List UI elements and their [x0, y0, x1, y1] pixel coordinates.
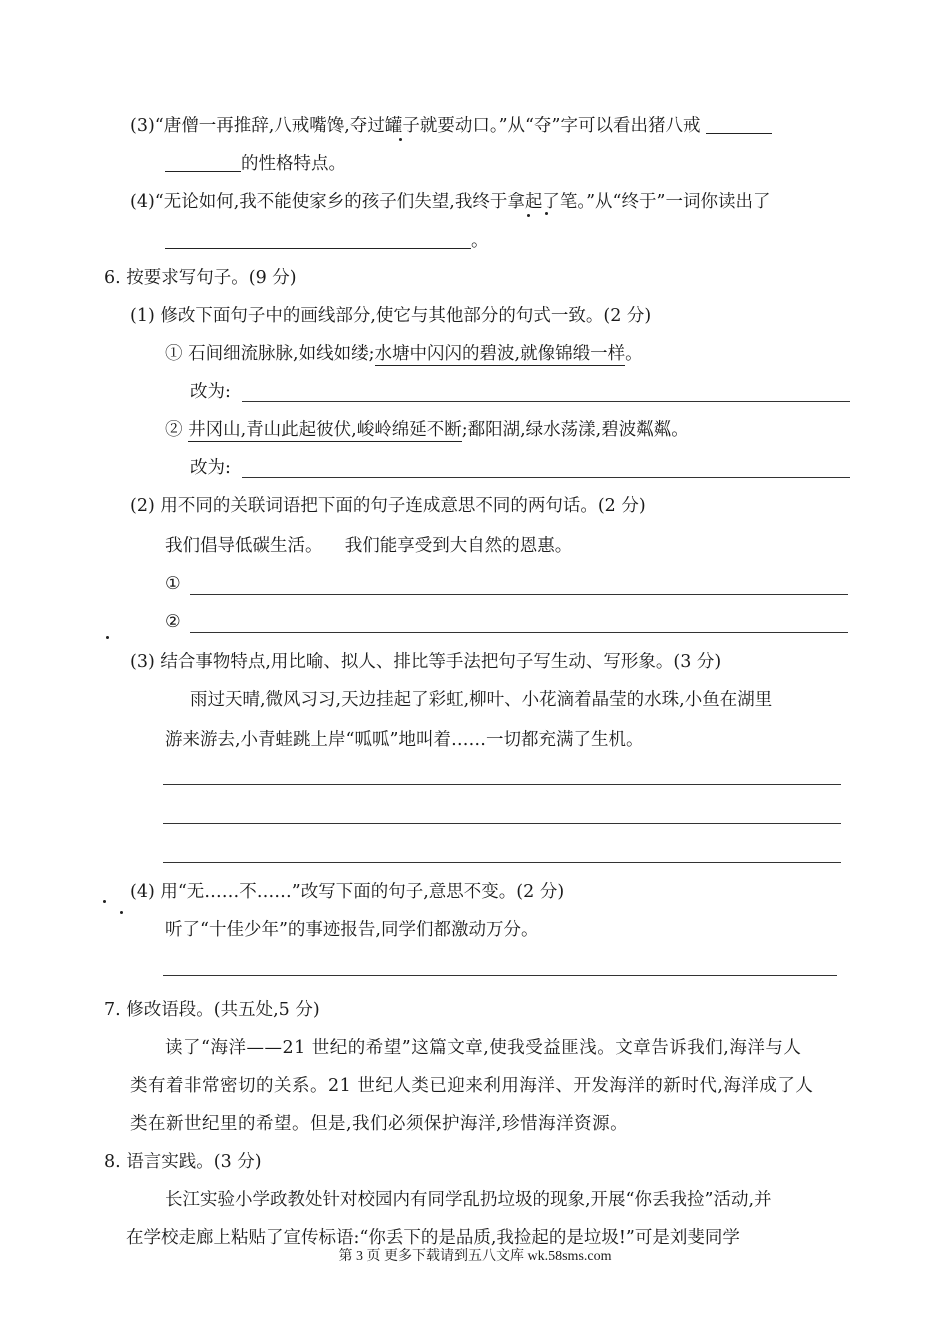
- answer-line[interactable]: [242, 401, 850, 402]
- answer-label-1: ①: [165, 574, 181, 594]
- q7-passage-line2: 类有着非常密切的关系。21 世纪人类已迎来利用海洋、开发海洋的新时代,海洋成了人: [130, 1076, 814, 1096]
- answer-line[interactable]: [163, 975, 837, 976]
- change-label: 改为:: [190, 382, 231, 402]
- q5-item3-line1: (3)“唐僧一再推辞,八戒嘴馋,夺过罐子就要动口。”从“夺”字可以看出猪八戒: [130, 114, 772, 138]
- emphasis-dot: [545, 212, 548, 215]
- q8-heading: 8. 语言实践。(3 分): [104, 1152, 262, 1172]
- q7-passage-line3: 类在新世纪里的希望。但是,我们必须保护海洋,珍惜海洋资源。: [130, 1114, 629, 1134]
- q6-part3-label: (3) 结合事物特点,用比喻、拟人、排比等手法把句子写生动、写形象。(3 分): [130, 652, 722, 672]
- answer-line[interactable]: [242, 477, 850, 478]
- answer-blank[interactable]: [165, 248, 471, 249]
- q7-passage-line1: 读了“海洋——21 世纪的希望”这篇文章,使我受益匪浅。文章告诉我们,海洋与人: [165, 1038, 802, 1058]
- change-label: 改为:: [190, 458, 231, 478]
- q6-part4-label: (4) 用“无……不……”改写下面的句子,意思不变。(2 分): [130, 882, 565, 902]
- scan-speck: [106, 636, 109, 639]
- answer-label-2: ②: [165, 612, 181, 632]
- q6-part1-label: (1) 修改下面句子中的画线部分,使它与其他部分的句式一致。(2 分): [130, 306, 652, 326]
- q6-part3-passage-line2: 游来游去,小青蛙跳上岸“呱呱”地叫着……一切都充满了生机。: [165, 730, 644, 750]
- q5-item3-line2: 的性格特点。: [165, 152, 346, 176]
- q7-heading: 7. 修改语段。(共五处,5 分): [104, 1000, 320, 1020]
- emphasis-dot: [399, 138, 402, 141]
- underlined-part: 水塘中闪闪的碧波,就像锦缎一样: [374, 344, 626, 364]
- answer-blank[interactable]: [706, 133, 772, 134]
- page-footer: 第 3 页 更多下载请到五八文库 wk.58sms.com: [338, 1249, 612, 1264]
- answer-line[interactable]: [190, 632, 848, 633]
- q6-part3-passage-line1: 雨过天晴,微风习习,天边挂起了彩虹,柳叶、小花滴着晶莹的水珠,小鱼在湖里: [190, 690, 773, 710]
- underlined-part: 井冈山,青山此起彼伏,峻岭绵延不断: [188, 420, 462, 440]
- answer-line[interactable]: [190, 594, 848, 595]
- scan-speck: [103, 900, 106, 903]
- q6-part1-sentence2: ② 井冈山,青山此起彼伏,峻岭绵延不断;鄱阳湖,绿水荡漾,碧波粼粼。: [165, 420, 689, 440]
- q8-passage-line1: 长江实验小学政教处针对校园内有同学乱扔垃圾的现象,开展“你丢我捡”活动,并: [165, 1190, 772, 1210]
- answer-line[interactable]: [163, 784, 841, 785]
- answer-line[interactable]: [163, 823, 841, 824]
- q5-item4-line1: (4)“无论如何,我不能使家乡的孩子们失望,我终于拿起了笔。”从“终于”一词你读出了: [130, 192, 771, 212]
- q6-part2-label: (2) 用不同的关联词语把下面的句子连成意思不同的两句话。(2 分): [130, 496, 646, 516]
- q6-heading: 6. 按要求写句子。(9 分): [104, 268, 297, 288]
- q5-item4-line2: 。: [165, 229, 489, 253]
- emphasis-dot: [527, 214, 530, 217]
- q8-passage-line2-cut: 在学校走廊上粘贴了宣传标语:“你丢下的是品质,我捡起的是垃圾!”可是刘斐同学: [126, 1228, 740, 1246]
- scan-speck: [120, 911, 123, 914]
- q6-part1-sentence1: ① 石间细流脉脉,如线如缕;水塘中闪闪的碧波,就像锦缎一样。: [165, 344, 643, 364]
- q6-part2-sentence: 我们倡导低碳生活。 我们能享受到大自然的恩惠。: [165, 536, 573, 556]
- answer-line[interactable]: [163, 862, 841, 863]
- answer-blank[interactable]: [165, 171, 241, 172]
- q6-part4-sentence: 听了“十佳少年”的事迹报告,同学们都激动万分。: [165, 920, 539, 940]
